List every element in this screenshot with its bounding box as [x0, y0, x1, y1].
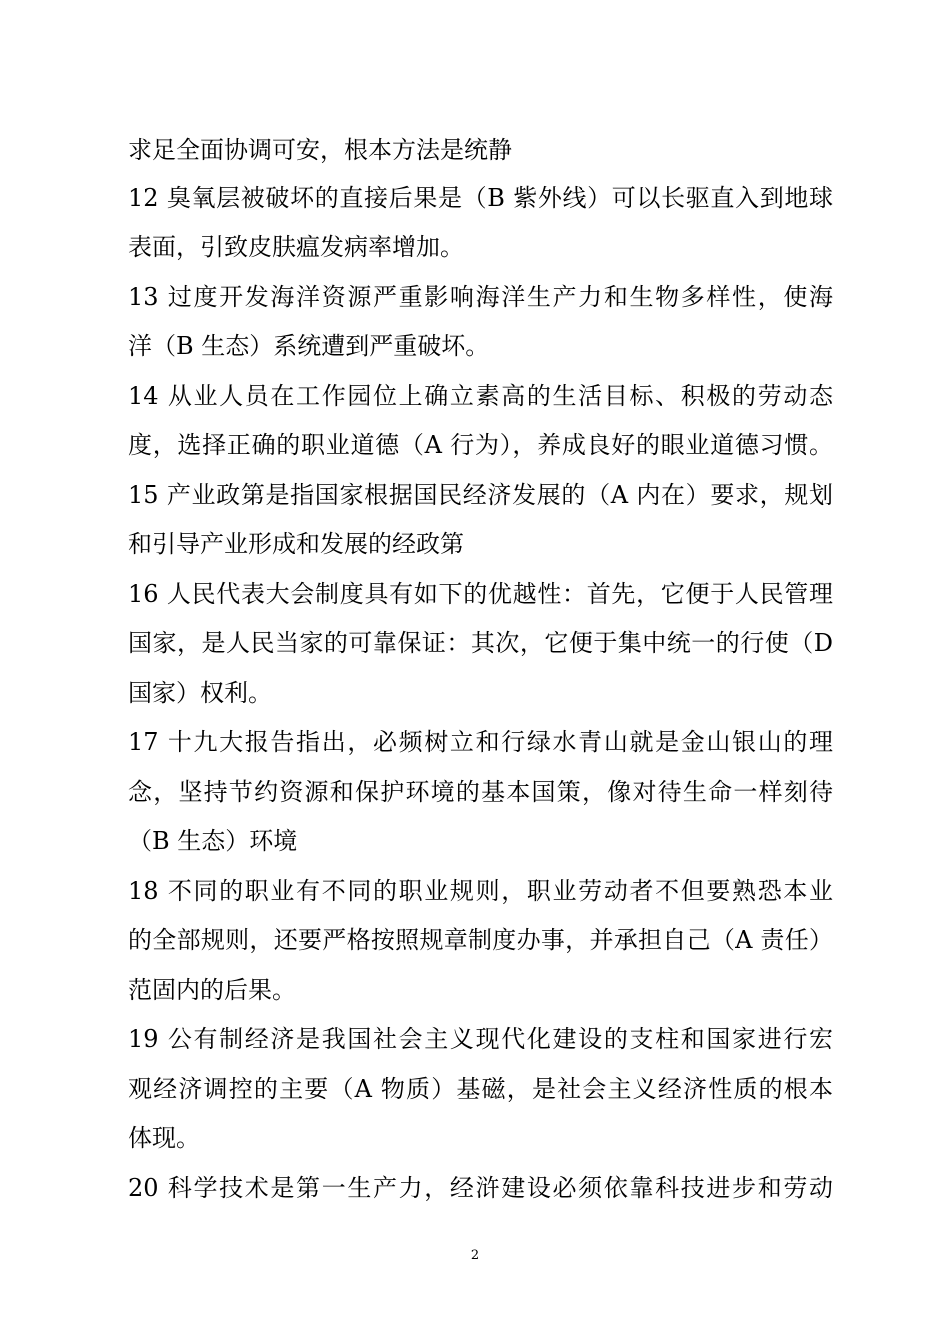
text-line: 体现。: [128, 1124, 200, 1152]
text-line: 观经济调控的主要（A 物质）基磁，是社会主义经济性质的根本: [128, 1075, 833, 1103]
text-line: 国家，是人民当家的可靠保证：其次，它便于集中统一的行使（D: [128, 629, 833, 657]
text-line: 18 不同的职业有不同的职业规则，职业劳动者不但要熟恐本业: [128, 877, 833, 905]
text-line: 表面，引致皮肤瘟发病率增加。: [128, 233, 464, 261]
text-line: 度，选择正确的职业道德（A 行为），养成良好的眼业道德习惯。: [128, 431, 833, 459]
text-line: 19 公有制经济是我国社会主义现代化建设的支柱和国家进行宏: [128, 1025, 833, 1053]
text-line: 念，坚持节约资源和保护环境的基本国策，像对待生命一样刻待: [128, 778, 833, 806]
text-line: 14 从业人员在工作园位上确立素高的生活目标、积极的劳动态: [128, 382, 833, 410]
text-line: 16 人民代表大会制度具有如下的优越性：首先，它便于人民管理: [128, 580, 833, 608]
page-number: 2: [470, 1248, 480, 1263]
text-line: 12 臭氧层被破坏的直接后果是（B 紫外线）可以长驱直入到地球: [128, 184, 833, 212]
text-line: 范固内的后果。: [128, 976, 296, 1004]
text-line: 求足全面协调可安，根本方法是统静: [128, 136, 512, 164]
text-line: 15 产业政第是指国家根据国民经济发展的（A 内在）要求，规划: [128, 481, 833, 509]
text-line: 国家）权利。: [128, 679, 272, 707]
text-line: 的全部规则，还要严格按照规章制度办事，并承担自己（A 责任）: [128, 926, 833, 954]
text-line: 20 科学技术是第一生产力，经浒建设必须依靠科技进步和劳动: [128, 1174, 833, 1202]
text-line: 洋（B 生态）系统遭到严重破坏。: [128, 332, 490, 360]
text-line: 13 过度开发海洋资源严重影响海洋生产力和生物多样性，使海: [128, 283, 833, 311]
text-line: （B 生态）环境: [128, 827, 298, 855]
text-line: 17 十九大报告指出，必频树立和行绿水青山就是金山银山的理: [128, 728, 833, 756]
text-line: 和引导产业形成和发展的经政第: [128, 530, 464, 558]
